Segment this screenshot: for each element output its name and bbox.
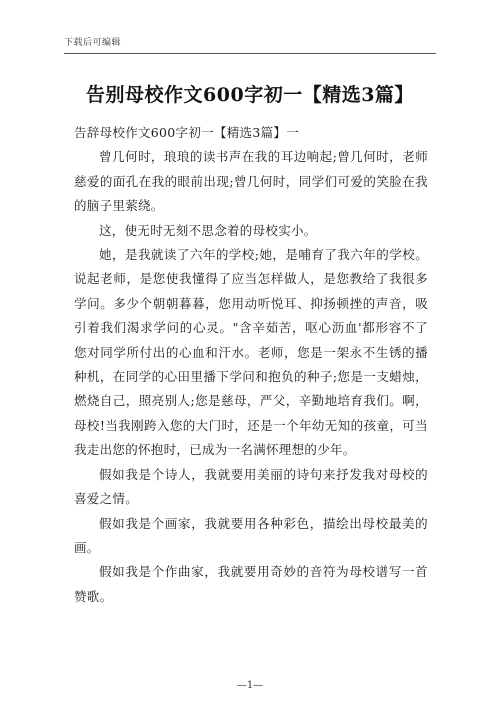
paragraph: 曾几何时，琅琅的读书声在我的耳边响起;曾几何时，老师慈爱的面孔在我的眼前出现;曾几何时，同学们可爱的笑脸在我的脑子里萦绕。 xyxy=(74,149,428,214)
paragraph: 她，是我就读了六年的学校;她，是哺育了我六年的学校。说起老师，是您使我懂得了应当怎样做人，是您教给了我很多学问。多少个朝朝暮暮，您用动听悦耳、抑扬顿挫的声音，吸引着我们渴求学问的心灵。"含辛茹苦，呕心沥血'都形容不了您对同学所付出的心血和汗水。老师，您是一架永不生锈的播种机，在同学的心田里播下学问和抱负的种子;您是一支蜡烛，燃烧自己，照亮别人;您是慈母，严父，辛勤地培育我们。啊，母校!当我刚跨入您的大门时，还是一个年幼无知的孩童，可当我走出您的怀抱时，已成为一名满怀理想的少年。 xyxy=(74,247,428,458)
paragraph: 假如我是个画家，我就要用各种彩色，描绘出母校最美的画。 xyxy=(74,515,428,555)
header-divider xyxy=(64,53,436,54)
paragraph: 假如我是个作曲家，我就要用奇妙的音符为母校谱写一首赞歌。 xyxy=(74,564,428,604)
header-note: 下载后可编辑 xyxy=(64,38,122,48)
paragraph: 假如我是个诗人，我就要用美丽的诗句来抒发我对母校的喜爱之情。 xyxy=(74,466,428,507)
page-number: —1— xyxy=(236,680,264,691)
paragraph: 这，使无时无刻不思念着的母校实小。 xyxy=(99,222,317,238)
document-title: 告别母校作文600字初一【精选3篇】 xyxy=(86,84,414,106)
document-body xyxy=(74,121,428,609)
document-subtitle: 告辞母校作文600字初一【精选3篇】一 xyxy=(74,125,300,140)
